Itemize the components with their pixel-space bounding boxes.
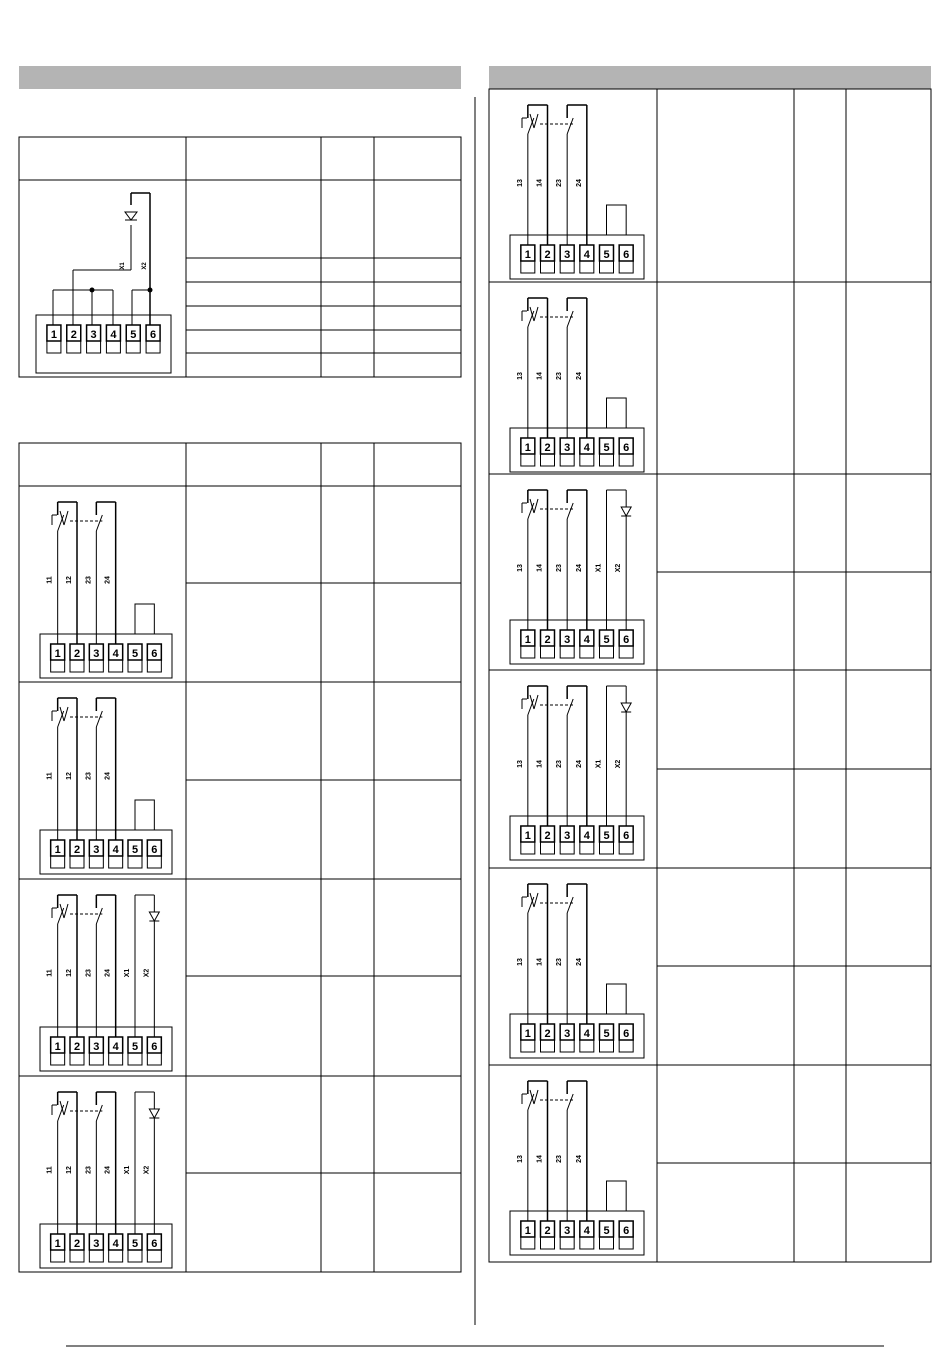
wire-label: 23 <box>556 564 564 572</box>
terminal-4-base <box>109 1053 123 1065</box>
right-schematic-5 <box>510 884 644 1058</box>
terminal-1-base <box>521 842 535 854</box>
terminal-5-base <box>128 1053 142 1065</box>
contact-blade <box>567 897 573 913</box>
right-section-header-bar <box>489 66 931 89</box>
terminal-3-base <box>560 646 574 658</box>
wire-label: 23 <box>556 179 564 187</box>
wire-label: 12 <box>66 969 73 977</box>
wire-label: 24 <box>575 1155 583 1163</box>
terminal-1-base <box>51 1250 65 1262</box>
terminal-label-1: 1 <box>54 648 61 660</box>
terminal-6-base <box>619 261 633 273</box>
actuator-icon <box>534 307 538 321</box>
terminal-label-6: 6 <box>623 1028 630 1040</box>
wire-label: X2 <box>615 759 623 769</box>
wire-label: X2 <box>615 563 623 573</box>
terminal-5-base <box>600 1040 614 1052</box>
contact-blade <box>567 1094 573 1110</box>
wire-label: 24 <box>104 576 112 584</box>
terminal-label-5: 5 <box>603 634 610 646</box>
contact-blade <box>567 118 573 134</box>
terminal-label-6: 6 <box>150 329 157 341</box>
terminal-label-1: 1 <box>524 634 531 646</box>
wire-label: 24 <box>575 564 583 572</box>
terminal-label-2: 2 <box>73 1041 81 1053</box>
actuator-icon <box>534 499 538 513</box>
terminal-label-1: 1 <box>524 442 531 454</box>
wire-label: 24 <box>575 179 583 187</box>
terminal-label-3: 3 <box>90 329 97 341</box>
terminal-label-3: 3 <box>564 634 571 646</box>
right-schematic-2 <box>510 298 644 472</box>
terminal-2-base <box>541 646 555 658</box>
wire-label: 24 <box>575 372 583 380</box>
wire-label: X2 <box>143 968 151 978</box>
terminal-label-5: 5 <box>130 329 137 341</box>
wire-label: X1 <box>124 1165 131 1175</box>
terminal-label-4: 4 <box>583 249 590 261</box>
terminal-2-base <box>67 341 81 353</box>
terminal-label-6: 6 <box>623 442 630 454</box>
terminal-label-2: 2 <box>544 442 551 454</box>
terminal-6-base <box>147 1053 161 1065</box>
actuator-icon <box>64 904 68 918</box>
left-top-schematic <box>36 193 171 373</box>
left-schematic-2 <box>40 698 172 874</box>
terminal-label-4: 4 <box>583 1028 590 1040</box>
terminal-label-2: 2 <box>544 1225 551 1237</box>
terminal-5-base <box>128 856 142 868</box>
jumper-bridge <box>607 205 627 235</box>
terminal-3-base <box>560 1040 574 1052</box>
wire-label: 13 <box>516 179 524 187</box>
actuator-icon <box>64 707 68 721</box>
terminal-label-2: 2 <box>544 830 551 842</box>
lamp-icon <box>125 212 137 220</box>
actuator-icon <box>64 511 68 525</box>
wire-label: 14 <box>536 372 544 380</box>
wire-label: 23 <box>85 576 93 584</box>
terminal-4-base <box>109 1250 123 1262</box>
terminal-label-2: 2 <box>70 329 77 341</box>
terminal-label-6: 6 <box>151 844 158 856</box>
terminal-1-base <box>521 1040 535 1052</box>
terminal-label-5: 5 <box>603 249 610 261</box>
wire-label: 12 <box>66 576 73 584</box>
contact-blade <box>58 711 64 727</box>
terminal-label-3: 3 <box>93 648 100 660</box>
terminal-label-5: 5 <box>603 1028 610 1040</box>
right-schematic-3 <box>510 490 644 664</box>
terminal-4-base <box>109 660 123 672</box>
terminal-2-base <box>70 1053 84 1065</box>
terminal-3-base <box>560 1237 574 1249</box>
terminal-5-base <box>128 660 142 672</box>
terminal-4-base <box>580 1237 594 1249</box>
terminal-1-base <box>521 261 535 273</box>
actuator-icon <box>534 893 538 907</box>
terminal-label-5: 5 <box>603 830 610 842</box>
terminal-6-base <box>619 646 633 658</box>
terminal-label-6: 6 <box>151 1041 158 1053</box>
terminal-label-2: 2 <box>544 634 551 646</box>
terminal-label-1: 1 <box>524 1028 531 1040</box>
lamp-icon <box>621 507 631 516</box>
terminal-label-5: 5 <box>131 844 139 856</box>
terminal-label-4: 4 <box>112 648 119 660</box>
terminal-3-base <box>87 341 101 353</box>
contact-blade <box>58 1105 64 1121</box>
lamp-icon <box>149 912 159 921</box>
wire-label: 24 <box>575 958 583 966</box>
wire-label: X1 <box>124 968 131 978</box>
lamp-icon <box>621 703 631 712</box>
terminal-label-5: 5 <box>603 442 610 454</box>
terminal-label-4: 4 <box>583 1225 590 1237</box>
terminal-label-6: 6 <box>623 830 630 842</box>
right-table <box>489 89 931 1262</box>
terminal-label-2: 2 <box>544 1028 551 1040</box>
terminal-1-base <box>47 341 61 353</box>
jumper-bridge <box>607 398 627 428</box>
wire-label: 14 <box>536 958 544 966</box>
terminal-label-6: 6 <box>623 634 630 646</box>
jumper-bridge <box>135 604 154 634</box>
terminal-5-base <box>600 842 614 854</box>
terminal-label-4: 4 <box>110 329 117 341</box>
terminal-1-base <box>521 1237 535 1249</box>
terminal-4-base <box>580 454 594 466</box>
terminal-2-base <box>541 1040 555 1052</box>
terminal-1-base <box>521 454 535 466</box>
left-schematic-3 <box>40 895 172 1071</box>
jumper-bridge <box>135 800 154 830</box>
wire-label: 11 <box>46 969 54 977</box>
wire-label: 14 <box>536 179 544 187</box>
terminal-label-2: 2 <box>73 648 81 660</box>
left-table-2 <box>19 443 461 1272</box>
terminal-6-base <box>147 856 161 868</box>
wire-label: 14 <box>536 760 544 768</box>
terminal-label-1: 1 <box>54 1238 61 1250</box>
terminal-label-1: 1 <box>50 329 57 341</box>
actuator-icon <box>534 114 538 128</box>
terminal-2-base <box>541 1237 555 1249</box>
wire-label: X2 <box>142 262 148 270</box>
terminal-label-6: 6 <box>623 1225 630 1237</box>
contact-blade <box>58 908 64 924</box>
terminal-6-base <box>147 660 161 672</box>
terminal-label-4: 4 <box>583 634 590 646</box>
wire-label: 23 <box>556 1155 564 1163</box>
terminal-5-base <box>600 646 614 658</box>
terminal-5-base <box>600 1237 614 1249</box>
terminal-5-base <box>600 454 614 466</box>
wire-label: X1 <box>595 563 603 573</box>
wire-label: 11 <box>46 1166 54 1174</box>
wire-label: X2 <box>143 1165 151 1175</box>
terminal-4-base <box>580 646 594 658</box>
terminal-label-1: 1 <box>524 1225 531 1237</box>
terminal-3-base <box>560 842 574 854</box>
contact-blade <box>96 1105 102 1121</box>
terminal-2-base <box>541 842 555 854</box>
contact-blade <box>96 908 102 924</box>
terminal-6-base <box>146 341 160 353</box>
terminal-1-base <box>521 646 535 658</box>
wire-label: X1 <box>595 759 603 769</box>
terminal-4-base <box>580 1040 594 1052</box>
terminal-label-3: 3 <box>564 1225 571 1237</box>
lamp-icon <box>149 1109 159 1118</box>
wire-label: 13 <box>516 564 524 572</box>
wire-label: 23 <box>556 372 564 380</box>
wire-label: 24 <box>575 760 583 768</box>
terminal-6-base <box>619 1237 633 1249</box>
terminal-6-base <box>619 842 633 854</box>
wire-label: 14 <box>536 1155 544 1163</box>
left-section-header-bar <box>19 66 461 89</box>
terminal-3-base <box>89 1250 103 1262</box>
terminal-5-base <box>600 261 614 273</box>
terminal-label-3: 3 <box>93 1041 100 1053</box>
terminal-1-base <box>51 1053 65 1065</box>
terminal-label-3: 3 <box>93 1238 100 1250</box>
actuator-icon <box>534 1090 538 1104</box>
contact-blade <box>567 699 573 715</box>
terminal-3-base <box>89 1053 103 1065</box>
terminal-label-6: 6 <box>623 249 630 261</box>
wire-label: 12 <box>66 772 73 780</box>
terminal-label-1: 1 <box>54 844 61 856</box>
terminal-label-1: 1 <box>524 249 531 261</box>
terminal-1-base <box>51 856 65 868</box>
left-schematic-1 <box>40 502 172 678</box>
terminal-4-base <box>106 341 120 353</box>
terminal-1-base <box>51 660 65 672</box>
terminal-label-6: 6 <box>151 1238 158 1250</box>
terminal-3-base <box>560 261 574 273</box>
terminal-4-base <box>580 261 594 273</box>
terminal-6-base <box>619 454 633 466</box>
contact-blade <box>58 515 64 531</box>
terminal-3-base <box>89 856 103 868</box>
contact-blade <box>567 503 573 519</box>
terminal-label-1: 1 <box>524 830 531 842</box>
terminal-label-3: 3 <box>564 830 571 842</box>
terminal-5-base <box>128 1250 142 1262</box>
terminal-4-base <box>109 856 123 868</box>
wire-label: 14 <box>536 564 544 572</box>
terminal-label-3: 3 <box>93 844 100 856</box>
terminal-2-base <box>70 1250 84 1262</box>
wire-label: 23 <box>85 969 93 977</box>
left-table-1-frame <box>19 137 461 377</box>
wire-label: X1 <box>120 262 126 270</box>
terminal-6-base <box>619 1040 633 1052</box>
wire-label: 13 <box>516 958 524 966</box>
wire-label: 11 <box>46 772 54 780</box>
wire-label: 23 <box>556 760 564 768</box>
wire-label: 23 <box>85 1166 93 1174</box>
jumper-bridge <box>607 984 627 1014</box>
left-schematic-4 <box>40 1092 172 1268</box>
terminal-label-5: 5 <box>131 648 139 660</box>
wire-label: 24 <box>104 772 112 780</box>
terminal-label-2: 2 <box>73 1238 81 1250</box>
terminal-2-base <box>541 261 555 273</box>
wire-label: 13 <box>516 1155 524 1163</box>
wire-label: 12 <box>66 1166 73 1174</box>
wire-label: 13 <box>516 372 524 380</box>
wire-label: 13 <box>516 760 524 768</box>
left-table-2-frame <box>19 443 461 1272</box>
contact-blade <box>567 311 573 327</box>
actuator-icon <box>64 1101 68 1115</box>
contact-blade <box>96 515 102 531</box>
wire-label: 23 <box>556 958 564 966</box>
terminal-4-base <box>580 842 594 854</box>
terminal-label-2: 2 <box>73 844 81 856</box>
terminal-label-5: 5 <box>131 1238 139 1250</box>
terminal-label-3: 3 <box>564 442 571 454</box>
left-table-1 <box>19 137 461 377</box>
terminal-label-3: 3 <box>564 249 571 261</box>
terminal-label-1: 1 <box>54 1041 61 1053</box>
terminal-label-2: 2 <box>544 249 551 261</box>
terminal-label-5: 5 <box>603 1225 610 1237</box>
wire-label: 23 <box>85 772 93 780</box>
terminal-label-3: 3 <box>564 1028 571 1040</box>
right-table-frame <box>489 89 931 1262</box>
wire-label: 24 <box>104 1166 112 1174</box>
terminal-label-5: 5 <box>131 1041 139 1053</box>
terminal-5-base <box>126 341 140 353</box>
terminal-label-6: 6 <box>151 648 158 660</box>
jumper-bridge <box>607 1181 627 1211</box>
wire-label: 11 <box>46 576 54 584</box>
terminal-label-4: 4 <box>112 844 119 856</box>
terminal-label-4: 4 <box>583 442 590 454</box>
terminal-label-4: 4 <box>583 830 590 842</box>
contact-blade <box>96 711 102 727</box>
actuator-icon <box>534 695 538 709</box>
terminal-3-base <box>89 660 103 672</box>
terminal-6-base <box>147 1250 161 1262</box>
terminal-2-base <box>541 454 555 466</box>
right-schematic-1 <box>510 105 644 279</box>
terminal-2-base <box>70 856 84 868</box>
terminal-3-base <box>560 454 574 466</box>
terminal-2-base <box>70 660 84 672</box>
right-schematic-6 <box>510 1081 644 1255</box>
wire-label: 24 <box>104 969 112 977</box>
terminal-label-4: 4 <box>112 1238 119 1250</box>
terminal-label-4: 4 <box>112 1041 119 1053</box>
right-schematic-4 <box>510 686 644 860</box>
